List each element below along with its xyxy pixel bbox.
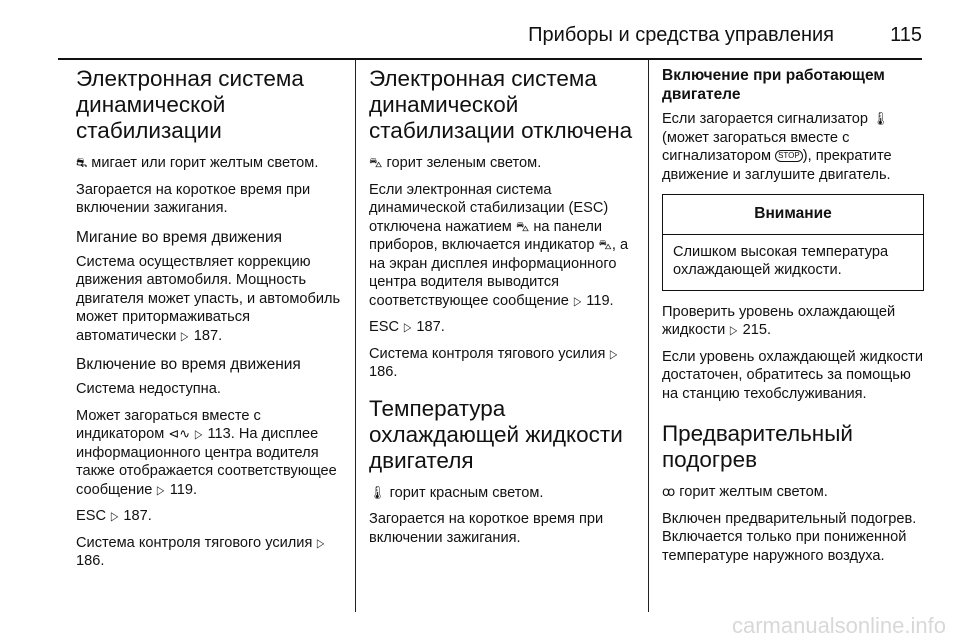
paragraph: Система недоступна. <box>76 381 221 397</box>
page-ref-icon: ▷ <box>404 320 412 334</box>
subheading: Включение во время движения <box>76 356 301 373</box>
page-ref-icon: ▷ <box>610 346 618 361</box>
glow-plug-icon: ꝏ <box>662 484 676 499</box>
subheading: Включение при работающем двигателе <box>662 67 885 103</box>
page-ref-icon: ▷ <box>573 293 582 308</box>
page-ref-icon: ▷ <box>111 509 119 523</box>
paragraph: Включен предварительный подогрев. Включается только при пониженной температуре наружного воздуха. <box>662 510 917 564</box>
page-ref-icon: ▷ <box>157 482 165 497</box>
esc-icon: ⛐ <box>76 155 88 170</box>
column-2 <box>369 60 637 555</box>
paragraph: Система контроля тягового усилия ▷ 186. <box>369 345 618 380</box>
paragraph: Загорается на короткое время при включении зажигания. <box>369 511 604 546</box>
paragraph: 🌡︎ горит красным светом. <box>369 484 544 501</box>
section-heading: Предварительный подогрев <box>662 421 853 472</box>
column-divider <box>355 60 356 612</box>
paragraph: Если уровень охлаждающей жидкости достаточен, обратитесь за помощью на станцию техобслуживания. <box>662 348 923 402</box>
page-header <box>58 0 922 60</box>
paragraph: Система контроля тягового усилия ▷ 186. <box>76 534 325 569</box>
paragraph: ⛍ горит зеленым светом. <box>369 155 542 171</box>
paragraph: Проверить уровень охлаждающей жидкости ▷ 215. <box>662 303 896 338</box>
coolant-temperature-icon: 🌡︎ <box>369 484 386 500</box>
paragraph: ESC ▷ 187. <box>369 319 445 335</box>
warning-box <box>662 194 924 291</box>
paragraph: Система осуществляет коррекцию движения автомобиля. Мощность двигателя может упасть, и автомобиль может притормаживаться автоматически ▷ 187. <box>76 253 341 344</box>
coolant-temperature-icon: 🌡︎ <box>872 111 889 126</box>
paragraph: ꝏ горит желтым светом. <box>662 484 828 500</box>
watermark: carmanualsonline.info <box>731 613 946 638</box>
stop-icon: STOP <box>775 150 803 162</box>
warning-text: Слишком высокая температура охлаждающей жидкости. <box>673 243 889 278</box>
esc-off-icon: ⛍ <box>515 218 530 234</box>
subheading: Мигание во время движения <box>76 228 283 246</box>
esc-off-icon: ⛍ <box>598 237 612 252</box>
column-divider <box>648 60 649 612</box>
paragraph: Загорается на короткое время при включении зажигания. <box>76 181 311 216</box>
paragraph: ⛐ мигает или горит желтым светом. <box>76 155 319 171</box>
section-heading: Электронная система динамической стабилизации <box>76 66 304 143</box>
paragraph: ESC ▷ 187. <box>76 508 152 524</box>
traction-control-icon: ⊲∿ <box>168 426 191 441</box>
page-ref-icon: ▷ <box>181 328 189 343</box>
esc-off-icon: ⛍ <box>369 155 383 170</box>
page-number: 115 <box>890 24 922 46</box>
column-3 <box>662 60 924 573</box>
section-heading: Электронная система динамической стабилизации отключена <box>369 66 633 143</box>
page-ref-icon: ▷ <box>195 427 203 441</box>
page-ref-icon: ▷ <box>730 323 738 337</box>
paragraph: Может загораться вместе с индикатором ⊲∿ ▷ 113. На дисплее информационного центра водителя также отображается соответствующее сообщение ▷ 119. <box>76 407 337 498</box>
page-ref-icon: ▷ <box>317 535 325 550</box>
section-heading: Температура охлаждающей жидкости двигателя <box>369 395 623 473</box>
paragraph: Если загорается сигнализатор 🌡︎ (может загораться вместе с сигнализатором STOP ), прекратите движение и заглушите двигатель. <box>662 111 892 183</box>
warning-title: Внимание <box>663 195 923 235</box>
page-title: Приборы и средства управления <box>528 24 834 46</box>
paragraph: Если электронная система динамической стабилизации (ESC) отключена нажатием ⛍ на панели приборов, включается индикатор ⛍, а на экран дисплея информационного центра водителя выводится соответствующее сообщение ▷ 119. <box>369 181 629 309</box>
column-1 <box>76 60 346 579</box>
